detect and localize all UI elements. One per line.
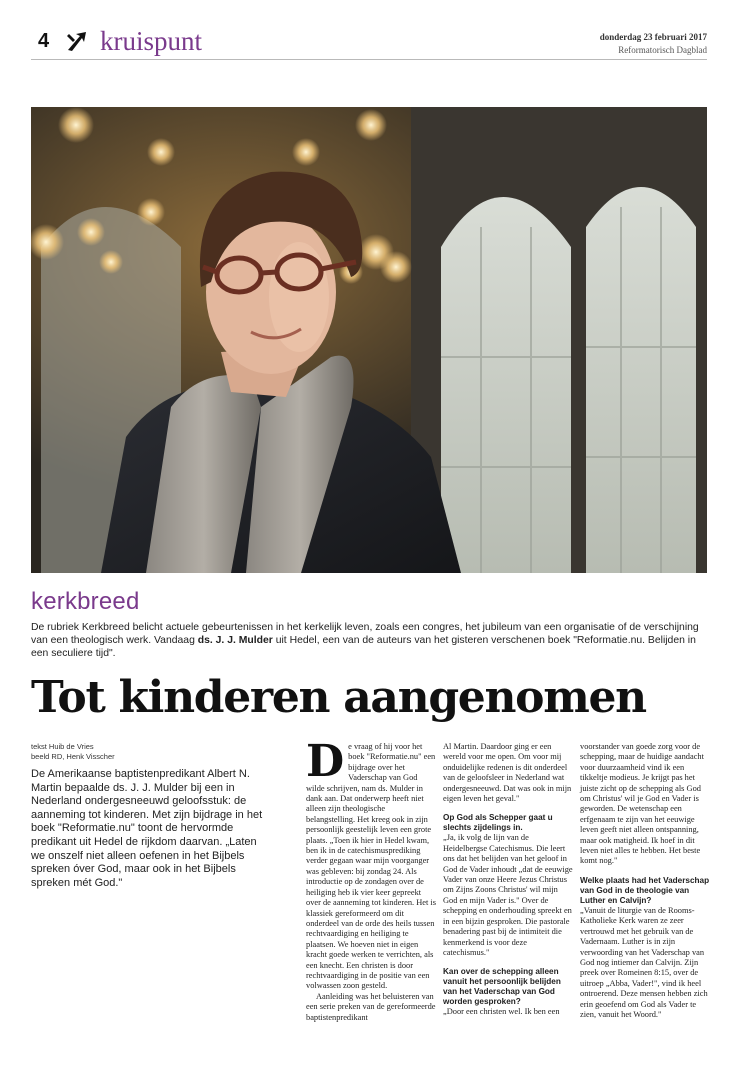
rubric-title: kerkbreed — [31, 588, 140, 615]
interview-question: Op God als Schepper gaat u slechts zijdelings in. — [443, 813, 553, 833]
header-divider — [31, 59, 707, 60]
section-title: kruispunt — [100, 26, 203, 56]
issue-date: donderdag 23 februari 2017 — [599, 32, 707, 42]
newspaper-name: Reformatorisch Dagblad — [618, 45, 707, 55]
featured-person: ds. J. J. Mulder — [197, 635, 273, 647]
portrait-photo — [31, 107, 707, 573]
paragraph: „Vanuit de liturgie van de Rooms-Katholieke Kerk waren ze zeer vertrouwd met het gebruik van de Vadernaam. Luther is in zijn verwoording van het Vaderschap van God nog intiemer dan Calvijn. Zijn preek over Romeinen 8:15, over de uitroep „Abba, Vader!", vind ik heel ontroerend. Deze mensen hebben zich erin geoefend om God als Vader te zien, vanuit het Woord." — [580, 905, 708, 1019]
photo-credit: beeld RD, Henk Visscher — [31, 752, 115, 761]
paragraph: Al Martin. Daardoor ging er een wereld voor me open. Om voor mij onduidelijke redenen is dit onderdeel van de geloofsleer in Nederland wat ondergesneeuwd. Dat was ook in mijn eigen leven het geval." — [443, 742, 572, 804]
article-credits — [31, 742, 115, 762]
article-headline: Tot kinderen aangenomen — [31, 672, 646, 723]
rubric-intro: De rubriek Kerkbreed belicht actuele gebeurtenissen in het kerkelijk leven, zoals een congres, het jubileum van een organisatie of de verschijning van een theologisch werk. Vandaag ds. J. J. Mulder uit Hedel, een van de auteurs van het gisteren verschenen boek "Reformatie.nu. Belijden in een seculiere tijd". — [31, 622, 699, 660]
page-number: 4 — [38, 30, 50, 52]
paragraph: „Ja, ik volg de lijn van de Heidelbergse Catechismus. Die leert ons dat het belijden van het geloof in God de Vader inhoudt „dat de eeuwige Vader van onze Heere Jezus Christus om Zijns Zoons Christus' wil mijn God en mijn Vader is." Over de schepping en onderhouding spreekt en in een bijzin gesproken. Die pastorale benadering past bij de intimiteit die kenmerkend is voor deze catechismus." — [443, 833, 573, 957]
text-credit: tekst Huib de Vries — [31, 742, 94, 751]
paragraph: e vraag of hij voor het boek "Reformatie.nu" een bijdrage over het Vaderschap van God wilde schrijven, nam ds. Mulder in dank aan. Dat onderwerp heeft niet alleen zijn theologische belangstelling. Het kreeg ook in zijn persoonlijk geestelijk leven een grote plaats. „Toen ik hier in Hedel kwam, ben ik in de catechismusprediking verder gegaan waar mijn voorganger was gebleven: bij zondag 24. Als introductie op de zondagen over de heiliging heb ik vier keer gepreekt over de aanneming tot kinderen. Het is klassiek gereformeerd om dit onderdeel van de orde des heils tussen rechtvaardiging en heiliging te plaatsen. We hoeven niet in eigen kracht goede werken te verrichten, als een knecht. Een christen is door rechtvaardiging in de positie van een volwassen zoon gesteld. — [306, 742, 437, 991]
article-lead: De Amerikaanse baptistenpredikant Albert N. Martin bepaalde ds. J. J. Mulder bij een in Nederland ondergesneeuwd geloofsstuk: de aanneming tot kinderen. Met zijn bijdrage in het boek "Reformatie.nu" toont de hervormde predikant uit Hedel de rijkdom daarvan. „Laten we onszelf niet alleen oefenen in het Bijbels spreken óver God, maar ook in het Bijbels spreken mét God." — [31, 768, 263, 889]
paragraph: voorstander van goede zorg voor de schepping, maar de huidige aandacht voor duurzaamheid vind ik een tikkeltje modieus. Je krijgt pas het juiste zicht op de schepping als God om Christus' wil je God en Vader is geworden. De wetenschap een erfgenaam te zijn van het eeuwige leven geeft niet alleen ontspanning, maar ook matigheid. Ik hoef in dit leven niet alles te hebben. Het beste komt nog." — [580, 742, 704, 866]
paragraph: Aanleiding was het beluisteren van een serie preken van de gereformeerde baptistenpredikant — [306, 991, 436, 1022]
paragraph: „Door een christen wel. Ik ben een — [443, 1007, 560, 1017]
interview-question: Kan over de schepping alleen vanuit het persoonlijk belijden van het Vaderschap van God worden gesproken? — [443, 967, 561, 1007]
drop-cap: D — [306, 736, 345, 787]
article-column-1 — [306, 736, 437, 1023]
article-column-2 — [443, 742, 573, 1018]
article-column-3 — [580, 742, 710, 1020]
kruispunt-arrow-icon — [66, 30, 88, 52]
interview-question: Welke plaats had het Vaderschap van God in de theologie van Luther en Calvijn? — [580, 875, 710, 905]
